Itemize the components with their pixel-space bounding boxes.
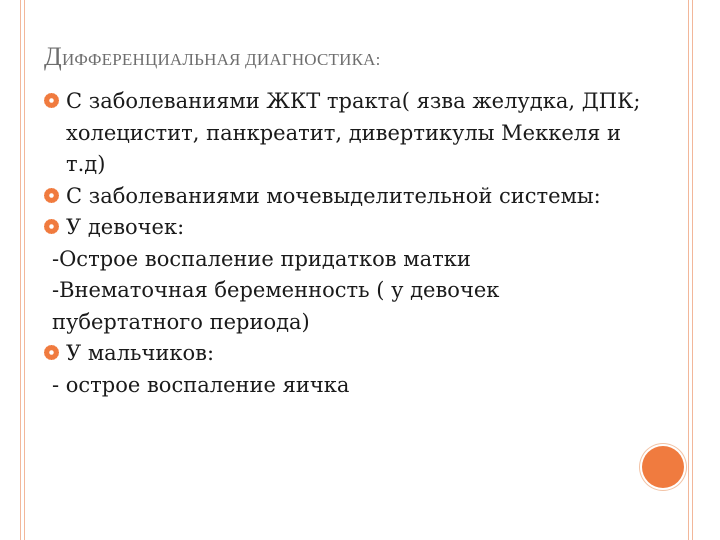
bullet-text: У девочек: — [66, 215, 185, 239]
list-item-plain — [44, 370, 644, 402]
bullet-text: С заболеваниями ЖКТ тракта( язва желудка, ДПК; холецистит, панкреатит, дивертикулы Меккеля и т.д) — [66, 89, 641, 176]
list-item — [44, 86, 644, 181]
list-item-plain — [44, 275, 644, 338]
frame-line-left-1 — [20, 0, 21, 540]
list-item-plain — [44, 244, 644, 276]
plain-text: -Острое воспаление придатков матки — [52, 246, 471, 271]
list-item — [44, 212, 644, 244]
bullet-text: С заболеваниями мочевыделительной системы: — [66, 183, 601, 208]
gear-bullet-icon — [44, 219, 59, 234]
list-item — [44, 338, 644, 370]
title-initial: Д — [44, 42, 62, 71]
slide-title — [44, 42, 381, 72]
slide-content — [44, 86, 644, 401]
title-rest: ИФФЕРЕНЦИАЛЬНАЯ ДИАГНОСТИКА: — [61, 50, 381, 69]
gear-bullet-icon — [44, 345, 59, 360]
plain-text: - острое воспаление яичка — [52, 372, 350, 397]
orange-circle-decoration — [642, 446, 684, 488]
plain-text: -Внематочная беременность ( у девочек пубертатного периода) — [52, 278, 500, 334]
frame-line-right-2 — [692, 0, 693, 540]
gear-bullet-icon — [44, 93, 59, 108]
list-item — [44, 181, 644, 213]
frame-line-left-2 — [24, 0, 25, 540]
gear-bullet-icon — [44, 188, 59, 203]
frame-line-right-1 — [688, 0, 689, 540]
bullet-text: У мальчиков: — [66, 341, 215, 365]
